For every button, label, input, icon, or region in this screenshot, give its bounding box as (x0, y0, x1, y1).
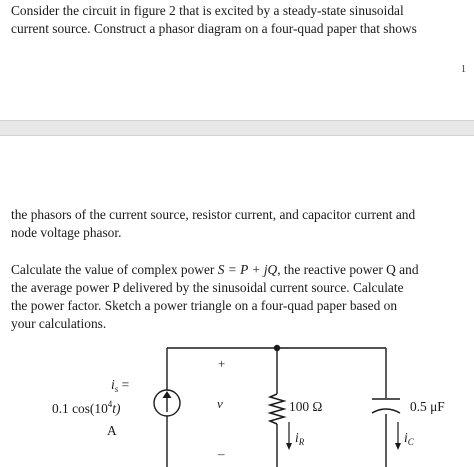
capacitor-value: 0.5 μF (410, 399, 445, 414)
resistor-current-arrow (286, 422, 292, 450)
text-line: current source. Construct a phasor diagram on a four-quad paper that shows (11, 21, 417, 36)
capacitor-current-arrow (395, 422, 401, 450)
text-line: the phasors of the current source, resistor current, and capacitor current and (11, 207, 416, 222)
problem-paragraph-top (11, 2, 469, 38)
text-line (11, 261, 469, 279)
page-break-divider (0, 120, 474, 136)
text-segment: , the reactive power Q and (277, 262, 419, 277)
capacitor-symbol (372, 399, 400, 413)
text-line: your calculations. (11, 316, 107, 331)
current-source-symbol (154, 390, 180, 416)
page-number: 1 (461, 64, 466, 75)
plus-sign: + (218, 356, 226, 371)
text-line: node voltage phasor. (11, 225, 122, 240)
voltage-label: v (217, 396, 223, 411)
minus-sign: – (218, 446, 225, 461)
text-line: the power factor. Sketch a power triangle on a four-quad paper based on (11, 298, 398, 313)
circuit-diagram (0, 342, 474, 467)
junction-dot (274, 345, 280, 351)
complex-power-formula: S = P + jQ (217, 262, 278, 277)
text-line: Consider the circuit in figure 2 that is excited by a steady-state sinusoidal (11, 3, 404, 18)
resistor-value: 100 Ω (289, 399, 323, 414)
source-current-expression: 0.1 $\cos(10^4t)$ (52, 399, 121, 416)
problem-paragraph-calculation (11, 261, 469, 333)
text-segment: Calculate the value of complex power (11, 262, 218, 277)
source-unit: A (107, 423, 117, 438)
text-line: the average power P delivered by the sinusoidal current source. Calculate (11, 280, 404, 295)
capacitor-current-label: $i_C$ (404, 430, 414, 447)
resistor-current-label: $i_R$ (295, 430, 305, 447)
source-current-label: $i_s$ = (111, 377, 130, 394)
problem-paragraph-continued (11, 206, 469, 242)
resistor-symbol (270, 394, 284, 424)
